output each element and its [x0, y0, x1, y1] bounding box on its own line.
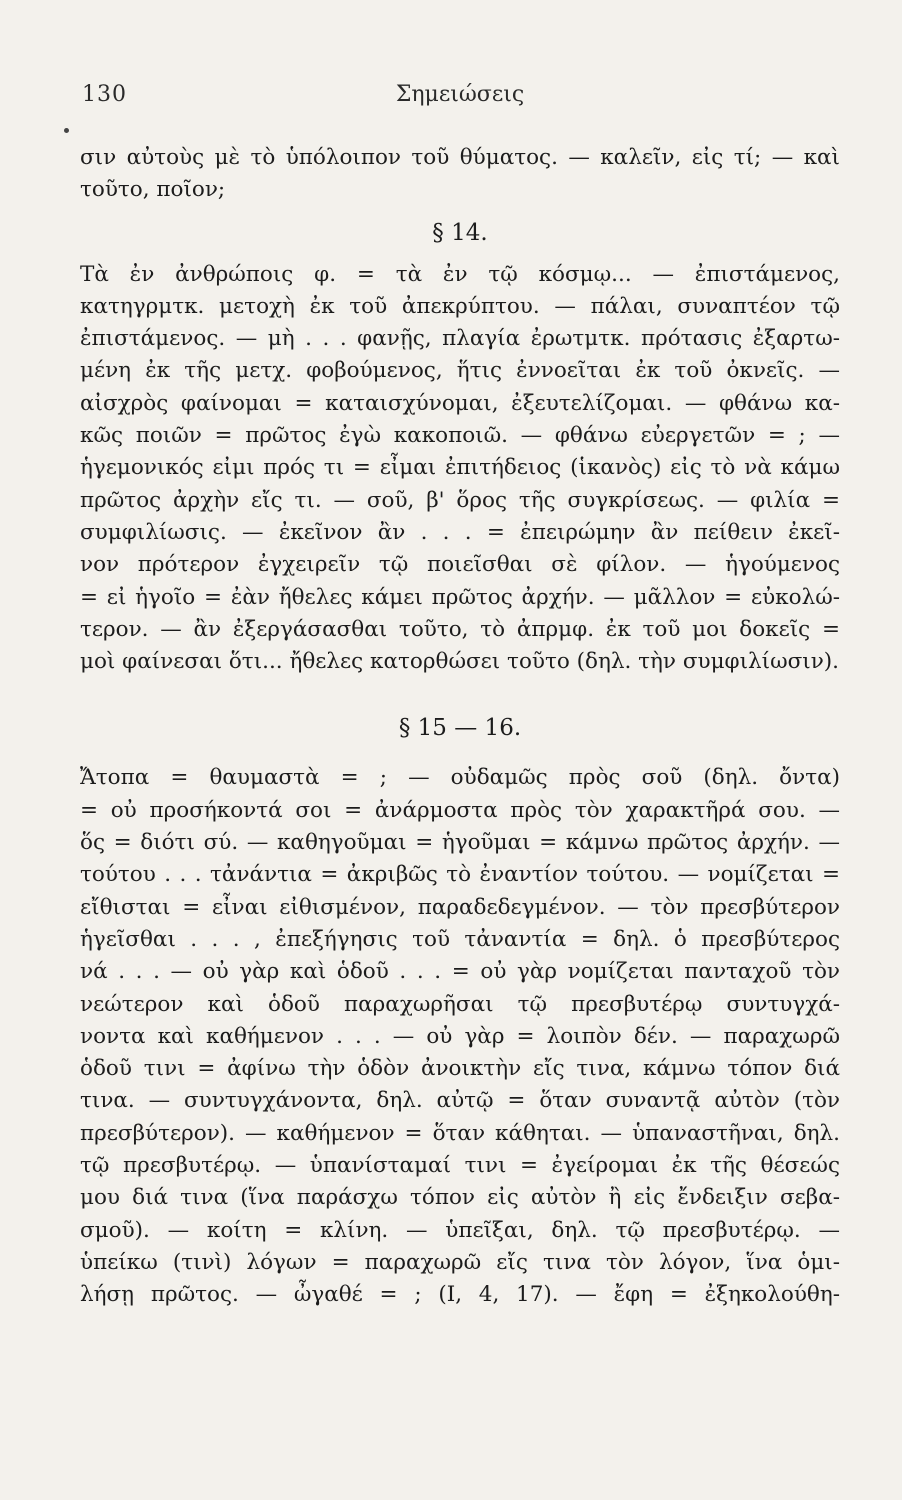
text-line: τερον. — ἂν ἐξεργάσασθαι τοῦτο, τὸ ἀπρμφ. ἐκ τοῦ μοι δοκεῖς =	[80, 616, 840, 642]
text-line: πρεσβύτερον). — καθήμενον = ὅταν κάθηται. — ὑπαναστῆναι, δηλ.	[80, 1120, 840, 1146]
text-line: κῶς ποιῶν = πρῶτος ἐγὼ κακοποιῶ. — φθάνω εὐεργετῶν = ; —	[80, 423, 840, 449]
page-header	[80, 82, 840, 116]
text-line: νά . . . — οὐ γὰρ καὶ ὁδοῦ . . . = οὐ γὰρ νομίζεται πανταχοῦ τὸν	[80, 959, 840, 985]
text-line: μένη ἐκ τῆς μετχ. φοβούμενος, ἥτις ἐννοεῖται ἐκ τοῦ ὀκνεῖς. —	[80, 358, 840, 384]
notes-body	[80, 142, 840, 1312]
text-line: Ἄτοπα = θαυμαστὰ = ; — οὐδαμῶς πρὸς σοῦ (δηλ. ὄντα)	[80, 765, 840, 791]
paragraph-14	[80, 259, 840, 679]
text-line: συμφιλίωσις. — ἐκεῖνον ἂν . . . = ἐπειρώμην ἂν πείθειν ἐκεῖ-	[80, 519, 840, 545]
text-line: ὑπείκω (τινὶ) λόγων = παραχωρῶ εἴς τινα τὸν λόγον, ἵνα ὁμι-	[80, 1249, 840, 1275]
text-line: νον πρότερον ἐγχειρεῖν τῷ ποιεῖσθαι σὲ φίλον. — ἡγούμενος	[80, 552, 840, 578]
text-line: = εἰ ἡγοῖο = ἐὰν ἤθελες κάμει πρῶτος ἀρχήν. — μᾶλλον = εὐκολώ-	[80, 584, 840, 610]
text-line: τινα. — συντυγχάνοντα, δηλ. αὐτῷ = ὅταν συναντᾷ αὐτὸν (τὸν	[80, 1088, 840, 1114]
text-line: μοὶ φαίνεσαι ὅτι... ἤθελες κατορθώσει τοῦτο (δηλ. τὴν συμφιλίωσιν).	[80, 649, 840, 675]
text-line: νεώτερον καὶ ὁδοῦ παραχωρῆσαι τῷ πρεσβυτέρῳ συντυγχά-	[80, 991, 840, 1017]
paragraph-15-16	[80, 762, 840, 1311]
text-line: λήσῃ πρῶτος. — ὦγαθέ = ; (Ι, 4, 17). — ἔφη = ἐξηκολούθη-	[80, 1282, 840, 1308]
text-line: τῷ πρεσβυτέρῳ. — ὑπανίσταμαί τινι = ἐγείρομαι ἐκ τῆς θέσεώς	[80, 1153, 840, 1179]
text-line: ἐπιστάμενος. — μὴ . . . φανῇς, πλαγία ἐρωτμτκ. πρότασις ἐξαρτω-	[80, 326, 840, 352]
running-title: Σημειώσεις	[395, 82, 525, 107]
text-line: = οὐ προσήκοντά σοι = ἀνάρμοστα πρὸς τὸν χαρακτῆρά σου. —	[80, 797, 840, 823]
text-line: ἡγεμονικός εἰμι πρός τι = εἶμαι ἐπιτήδειος (ἱκανὸς) εἰς τὸ νὰ κάμω	[80, 455, 840, 481]
text-line: τούτου . . . τἀνάντια = ἀκριβῶς τὸ ἐναντίον τούτου. — νομίζεται =	[80, 862, 840, 888]
text-line: ἡγεῖσθαι . . . , ἐπεξήγησις τοῦ τἀναντία = δηλ. ὁ πρεσβύτερος	[80, 926, 840, 952]
text-line: σμοῦ). — κοίτη = κλίνη. — ὑπεῖξαι, δηλ. τῷ πρεσβυτέρῳ. —	[80, 1217, 840, 1243]
section-heading-14: § 14.	[432, 219, 488, 246]
text-line: εἴθισται = εἶναι εἰθισμένον, παραδεδεγμένον. — τὸν πρεσβύτερον	[80, 894, 840, 920]
text-line: νοντα καὶ καθήμενον . . . — οὐ γὰρ = λοιπὸν δέν. — παραχωρῶ	[80, 1023, 840, 1049]
section-heading-15-16: § 15 — 16.	[398, 715, 522, 742]
text-line: αἰσχρὸς φαίνομαι = καταισχύνομαι, ἐξευτελίζομαι. — φθάνω κα-	[80, 390, 840, 416]
text-line: ὅς = διότι σύ. — καθηγοῦμαι = ἡγοῦμαι = κάμνω πρῶτος ἀρχήν. —	[80, 830, 840, 856]
text-line: τοῦτο, ποῖον;	[80, 177, 226, 203]
intro-paragraph	[80, 142, 840, 207]
text-line: σιν αὐτοὺς μὲ τὸ ὑπόλοιπον τοῦ θύματος. — καλεῖν, εἰς τί; — καὶ	[80, 145, 840, 170]
page-number: 130	[82, 82, 127, 107]
text-line: Τὰ ἐν ἀνθρώποις φ. = τὰ ἐν τῷ κόσμῳ... — ἐπιστάμενος,	[80, 261, 840, 287]
text-line: πρῶτος ἀρχὴν εἴς τι. — σοῦ, β' ὅρος τῆς συγκρίσεως. — φιλία =	[80, 487, 840, 513]
text-line: κατηγρμτκ. μετοχὴ ἐκ τοῦ ἀπεκρύπτου. — πάλαι, συναπτέον τῷ	[80, 293, 840, 319]
text-line: μου διά τινα (ἵνα παράσχω τόπον εἰς αὐτὸν ἢ εἰς ἔνδειξιν σεβα-	[80, 1185, 840, 1211]
text-line: ὁδοῦ τινι = ἀφίνω τὴν ὁδὸν ἀνοικτὴν εἴς τινα, κάμνω τόπον διά	[80, 1056, 840, 1082]
margin-dot	[64, 128, 69, 133]
